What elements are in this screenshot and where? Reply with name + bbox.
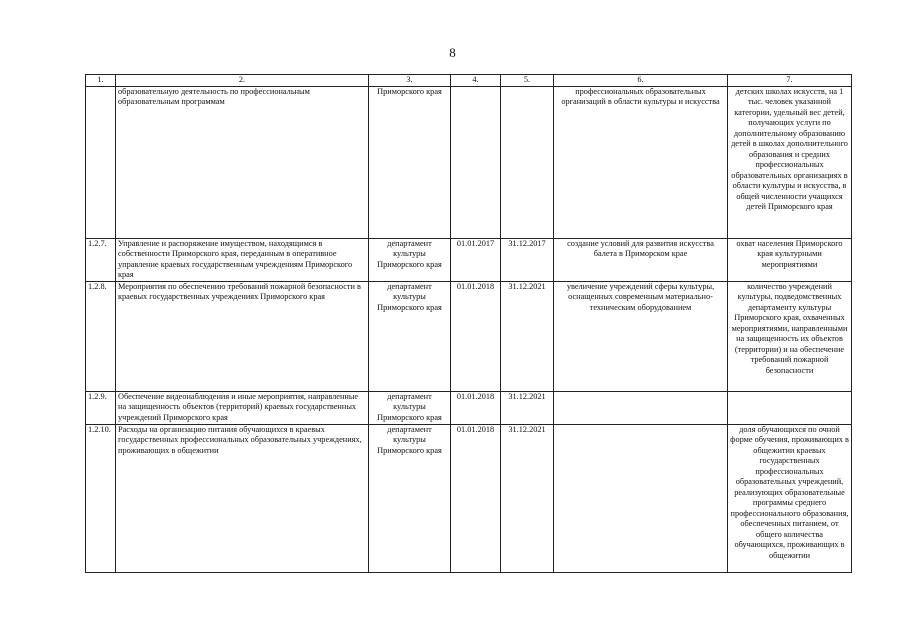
page-number: 8 [449, 45, 456, 60]
column-header: 6. [554, 75, 728, 87]
column-header: 1. [86, 75, 116, 87]
start-date [451, 86, 501, 238]
expected-result [554, 391, 728, 424]
indicator: доля обучающихся по очной форме обучения, проживающих в общежитии краевых государственных профессиональных образовательных учреждений, реализующих образовательные программы среднего профессионального образования, обеспеченных питанием, от общего количества обучающихся, проживающих в общежитии [728, 424, 852, 572]
indicator: детских школах искусств, на 1 тыс. человек указанной категории, удельный вес детей, получающих услуги по дополнительному образованию детей в школах дополнительного образования и средних профессиональных образовательных организациях в области культуры и искусства, в общей численности учащихся детей Приморского края [728, 86, 852, 238]
table-row [86, 391, 852, 424]
column-header: 5. [501, 75, 554, 87]
measure-name: образовательную деятельность по профессиональным образовательным программам [116, 86, 369, 238]
start-date: 01.01.2018 [451, 391, 501, 424]
expected-result: профессиональных образовательных организаций в области культуры и искусства [554, 86, 728, 238]
expected-result: создание условий для развития искусства балета в Приморском крае [554, 238, 728, 281]
start-date: 01.01.2018 [451, 424, 501, 572]
indicator: охват населения Приморского края культурными мероприятиями [728, 238, 852, 281]
row-number: 1.2.7. [86, 238, 116, 281]
indicator [728, 391, 852, 424]
measure-name: Управление и распоряжение имуществом, находящимся в собственности Приморского края, переданным в оперативное управление краевых государственным учреждениям Приморского края [116, 238, 369, 281]
indicator: количество учреждений культуры, подведомственных департаменту культуры Приморского края, охваченных мероприятиями, направленными на защищенность их объектов (территории) и на обеспечение требований пожарной безопасности [728, 281, 852, 391]
row-number: 1.2.10. [86, 424, 116, 572]
column-header: 4. [451, 75, 501, 87]
expected-result [554, 424, 728, 572]
row-number: 1.2.9. [86, 391, 116, 424]
start-date: 01.01.2017 [451, 238, 501, 281]
executor: департамент культуры Приморского края [369, 391, 451, 424]
measure-name: Расходы на организацию питания обучающихся в краевых государственных профессиональных образовательных учреждениях, проживающих в общежитии [116, 424, 369, 572]
executor: департамент культуры Приморского края [369, 281, 451, 391]
end-date: 31.12.2021 [501, 281, 554, 391]
measure-name: Мероприятия по обеспечению требований пожарной безопасности в краевых государственных учреждениях Приморского края [116, 281, 369, 391]
end-date: 31.12.2021 [501, 391, 554, 424]
expected-result: увеличение учреждений сферы культуры, оснащенных современным материально-техническим оборудованием [554, 281, 728, 391]
executor: департамент культуры Приморского края [369, 238, 451, 281]
column-header: 3. [369, 75, 451, 87]
end-date: 31.12.2017 [501, 238, 554, 281]
header-row [86, 75, 852, 87]
table-row [86, 424, 852, 572]
executor: Приморского края [369, 86, 451, 238]
column-header: 2. [116, 75, 369, 87]
row-number [86, 86, 116, 238]
executor: департамент культуры Приморского края [369, 424, 451, 572]
column-header: 7. [728, 75, 852, 87]
table-row [86, 238, 852, 281]
measure-name: Обеспечение видеонаблюдения и иные мероприятия, направленные на защищенность объектов (территорий) краевых государственных учреждений Приморского края [116, 391, 369, 424]
program-table [85, 74, 852, 573]
row-number: 1.2.8. [86, 281, 116, 391]
table-row [86, 281, 852, 391]
start-date: 01.01.2018 [451, 281, 501, 391]
table-row [86, 86, 852, 238]
end-date [501, 86, 554, 238]
end-date: 31.12.2021 [501, 424, 554, 572]
